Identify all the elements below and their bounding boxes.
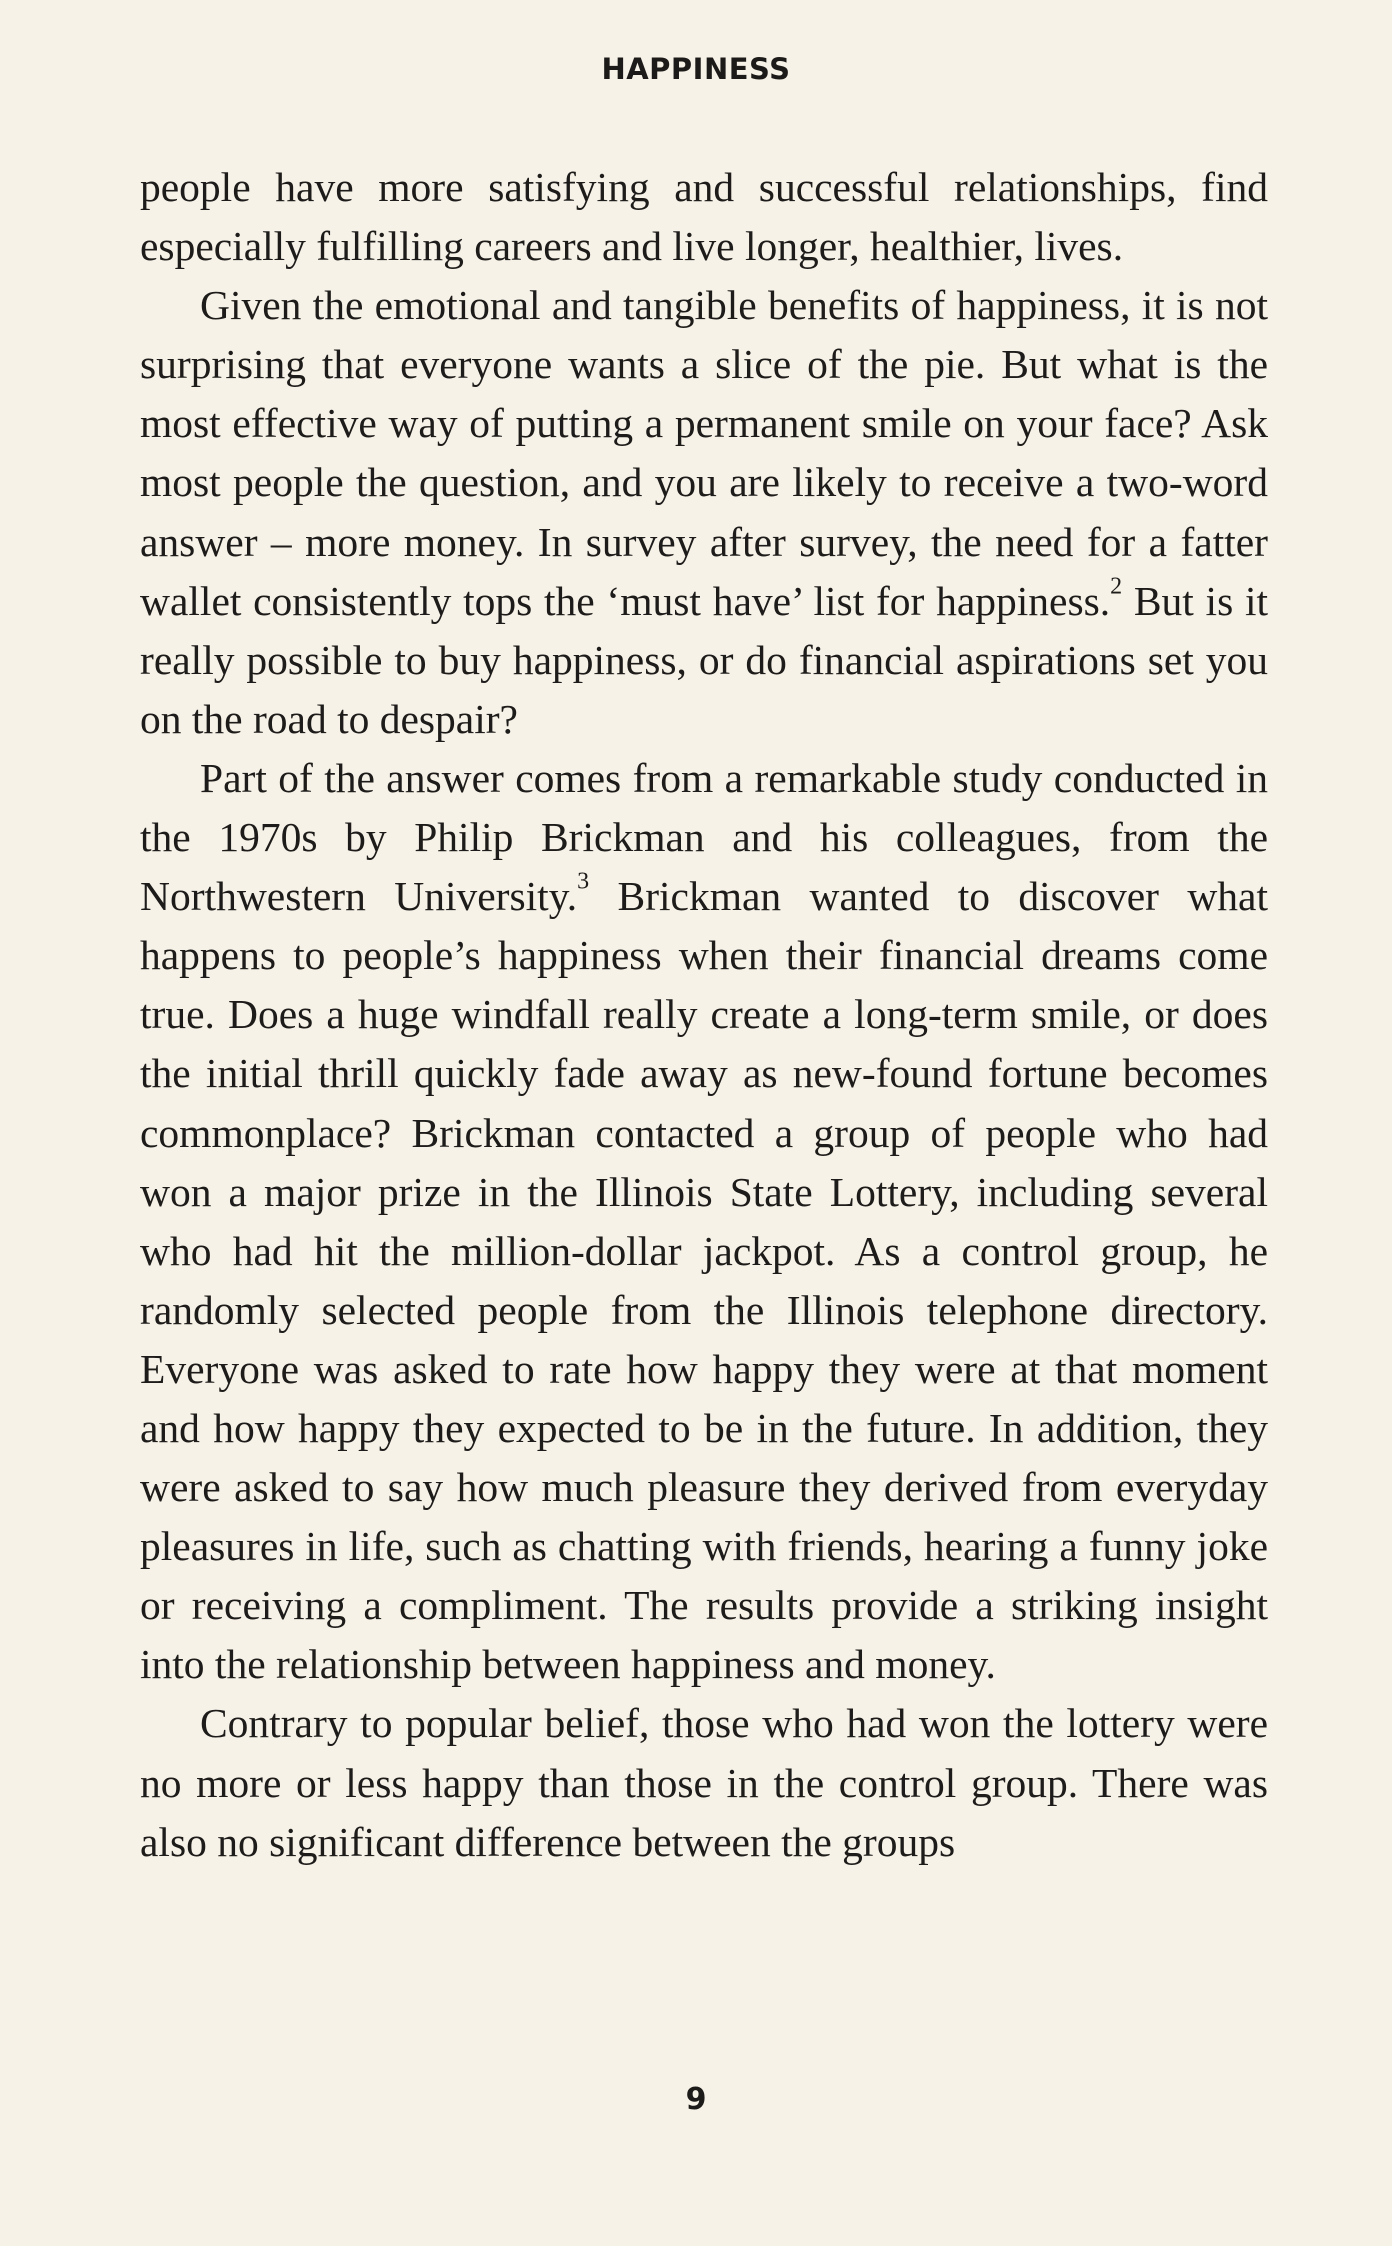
paragraph xyxy=(140,1694,1268,1871)
running-head: HAPPINESS xyxy=(601,52,791,86)
body-text xyxy=(140,158,1268,1872)
paragraph-text: Brickman wanted to discover what happens to people’s happiness when their financial dreams come true. Does a huge windfall really create a long-term smile, or does the initial thrill quickly fade away as new-found fortune becomes commonplace? Brickman contacted a group of people who had won a major prize in the Illinois State Lottery, including several who had hit the million-dollar jackpot. As a control group, he randomly selected people from the Illinois telephone directory. Everyone was asked to rate how happy they were at that moment and how happy they expected to be in the future. In addition, they were asked to say how much pleasure they derived from everyday pleasures in life, such as chatting with friends, hearing a funny joke or receiving a compliment. The results provide a striking insight into the relationship between happiness and money. xyxy=(140,873,1269,1688)
footnote-marker: 2 xyxy=(1110,573,1123,600)
paragraph xyxy=(140,749,1268,1695)
paragraph-text: Part of the answer comes from a remarkable study conducted in the 1970s by Philip Brickman and his colleagues, from the Northwestern University. xyxy=(140,754,1268,920)
paragraph-text: people have more satisfying and successful relationships, find especially fulfilling careers and live longer, healthier, lives. xyxy=(140,164,1268,270)
paragraph-text: Contrary to popular belief, those who had won the lottery were no more or less happy than those in the control group. There was also no significant difference between the groups xyxy=(140,1700,1268,1865)
paragraph-text: Given the emotional and tangible benefits of happiness, it is not surprising that everyone wants a slice of the pie. But what is the most effective way of putting a permanent smile on your face? Ask most people the question, and you are likely to receive a two-word answer – more money. In survey after survey, the need for a fatter wallet consistently tops the ‘must have’ list for happiness. xyxy=(140,282,1268,624)
paragraph-text: But is it really possible to buy happiness, or do financial aspirations set you on the road to despair? xyxy=(140,577,1268,742)
page-number: 9 xyxy=(685,2082,707,2117)
paragraph xyxy=(140,276,1268,749)
footnote-marker: 3 xyxy=(577,868,590,895)
paragraph-continuation xyxy=(140,158,1268,276)
